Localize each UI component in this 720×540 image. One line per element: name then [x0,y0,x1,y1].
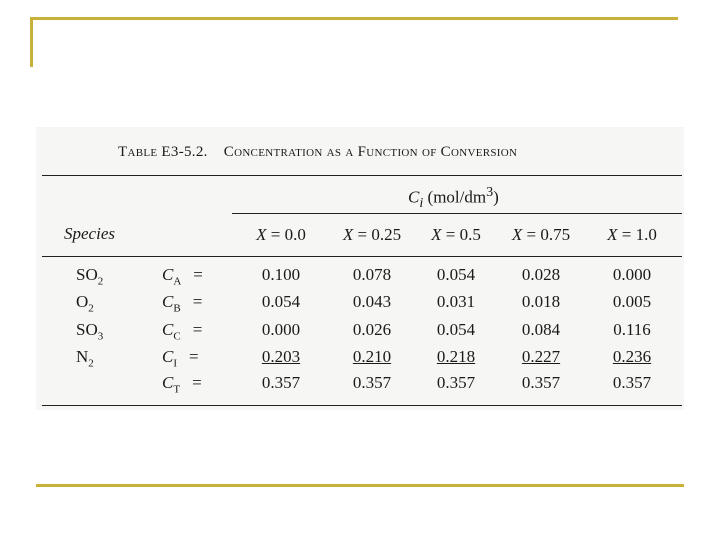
conversion-variable: X [431,225,442,244]
conversion-header [327,225,417,245]
table-cell: 0.018 [521,292,561,311]
table-cell: 0.227 [521,347,561,366]
bottom-rule [42,405,682,406]
table-cell: 0.005 [612,292,652,311]
table-cell: 0.031 [436,292,476,311]
table-cell: 0.357 [352,373,392,392]
conversion-header [411,225,501,245]
table-caption: Concentration as a Function of Conversion [223,144,518,160]
table-title [118,144,517,161]
table-cell: 0.026 [352,320,392,339]
table-cell: 0.203 [261,347,301,366]
conversion-variable: X [256,225,267,244]
top-rule [42,175,682,176]
conversion-value: = 0.25 [353,225,402,244]
table-cell: 0.043 [352,292,392,311]
header-rule [42,256,682,257]
conversion-variable: X [607,225,618,244]
table-cell: 0.084 [521,320,561,339]
table-cell: 0.357 [521,373,561,392]
table-cell: 0.218 [436,347,476,366]
concentration-symbol: $C_I$ = [162,347,199,370]
concentration-symbol: $C_C$ = [162,320,203,343]
slide-left-rule [30,17,33,67]
table-cell: 0.000 [261,320,301,339]
concentration-symbol: $C_B$ = [162,292,203,315]
table-image [36,127,684,410]
table-cell: 0.078 [352,265,392,284]
species-column-header: Species [64,224,115,243]
table-cell: 0.357 [261,373,301,392]
species-name: $O_2$ [76,292,94,315]
table-cell: 0.028 [521,265,561,284]
conversion-header [236,225,326,245]
table-cell: 0.000 [612,265,652,284]
table-cell: 0.357 [612,373,652,392]
slide-top-rule [30,17,678,20]
concentration-group-header: $C_i$ $(mol/dm^3)$ [408,184,499,212]
conversion-variable: X [511,225,523,244]
table-cell: 0.054 [436,265,476,284]
table-cell: 0.100 [261,265,301,284]
species-name: $SO_3$ [76,320,104,343]
concentration-symbol: $C_A$ = [162,265,203,288]
table-cell: 0.054 [261,292,301,311]
slide-bottom-rule [36,484,684,487]
table-cell: 0.236 [612,347,652,366]
conversion-variable: X [342,225,354,244]
group-header-rule [232,213,682,214]
conversion-value: = 0.5 [441,225,481,244]
table-cell: 0.210 [352,347,392,366]
table-cell: 0.357 [436,373,476,392]
conversion-value: = 0.75 [522,225,571,244]
table-cell: 0.116 [613,320,651,339]
species-name: $SO_2$ [76,265,104,288]
species-name: $N_2$ [76,347,94,370]
conversion-header [587,225,677,245]
conversion-value: = 0.0 [266,225,306,244]
conversion-header [496,225,586,245]
conversion-value: = 1.0 [617,225,657,244]
table-cell: 0.054 [436,320,476,339]
table-number: Table E3-5.2. [118,144,208,160]
concentration-symbol: $C_T$ = [162,373,202,396]
